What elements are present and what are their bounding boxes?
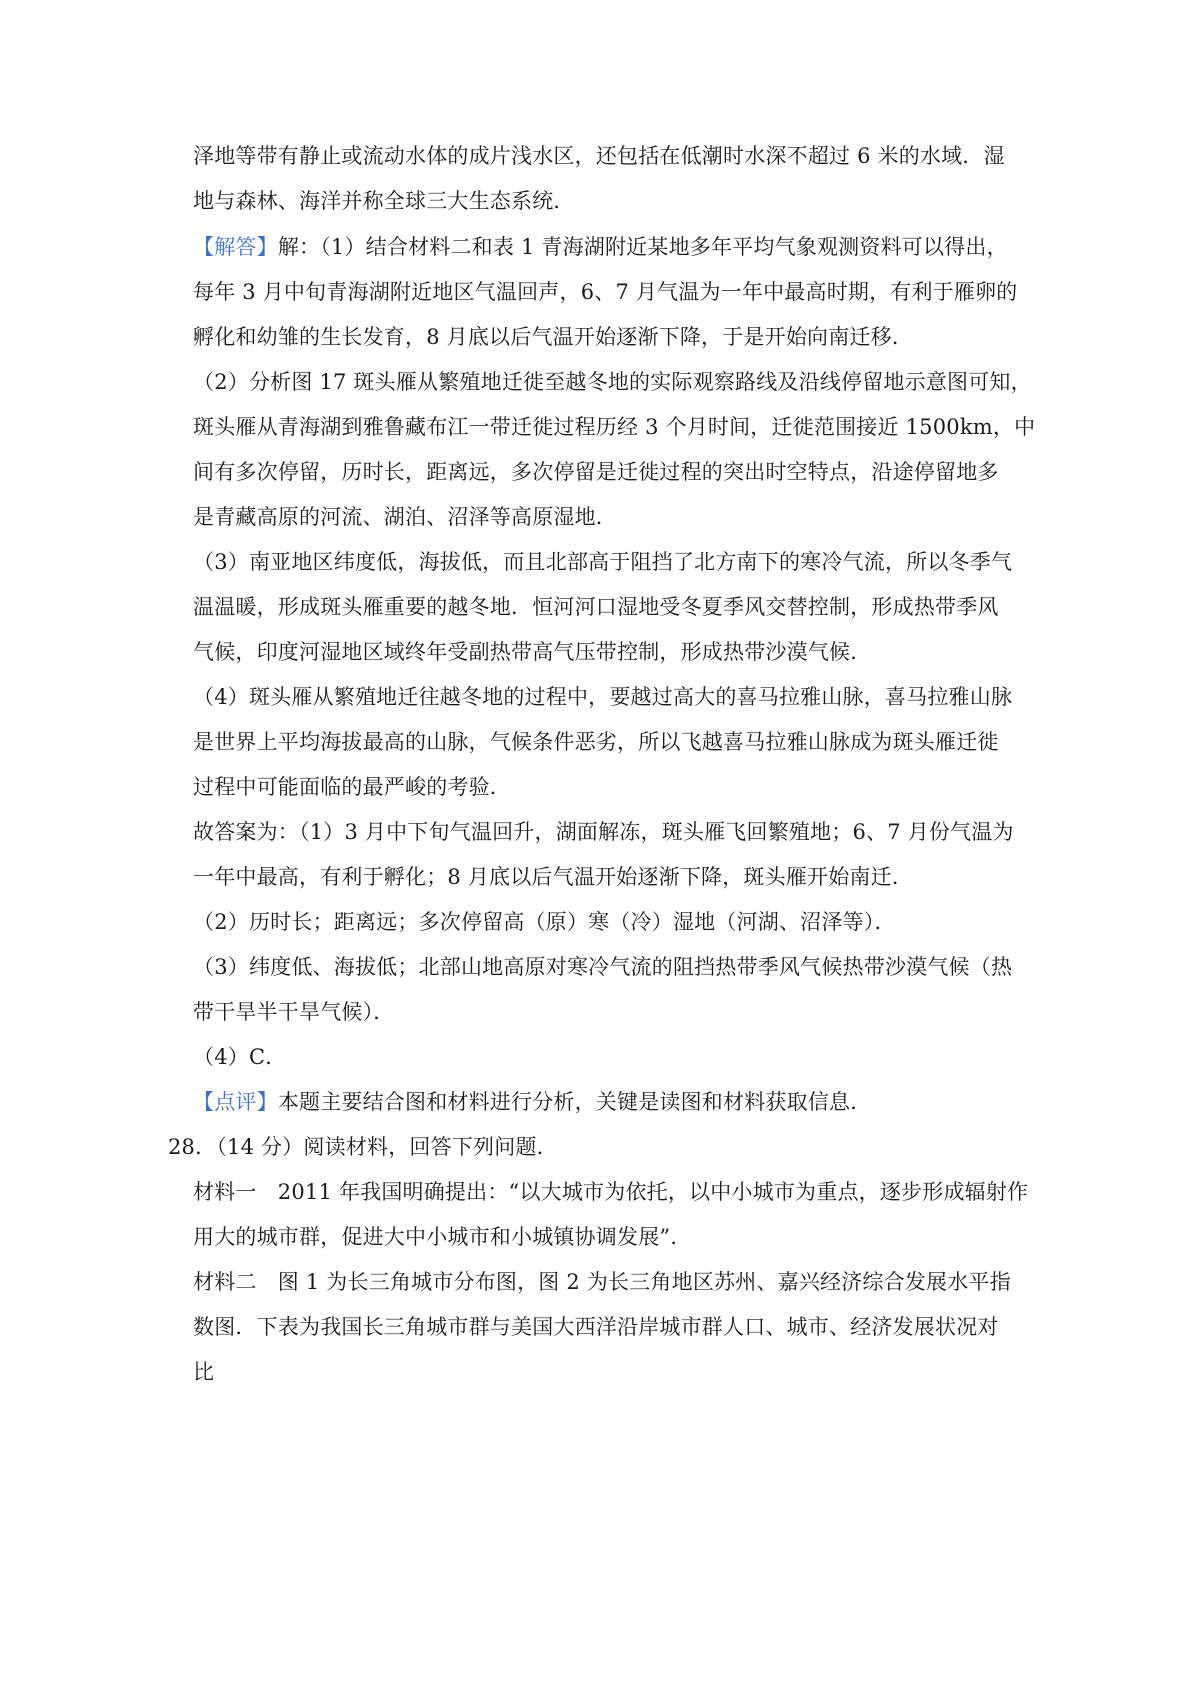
text-line: 每年 3 月中旬青海湖附近地区气温回声，6、7 月气温为一年中最高时期，有利于雁卵的: [193, 280, 1018, 304]
text-line: 气候，印度河湿地区域终年受副热带高气压带控制，形成热带沙漠气候．: [193, 640, 872, 664]
text-line: （3）纬度低、海拔低；北部山地高原对寒冷气流的阻挡热带季风气候热带沙漠气候（热: [193, 955, 1013, 979]
text-line: （3）南亚地区纬度低，海拔低，而且北部高于阻挡了北方南下的寒冷气流，所以冬季气: [193, 550, 1013, 574]
text-line: 过程中可能面临的最严峻的考验．: [193, 775, 511, 799]
text-line: 泽地等带有静止或流动水体的成片浅水区，还包括在低潮时水深不超过 6 米的水域．湿: [193, 144, 1005, 168]
text-line: （4）斑头雁从繁殖地迁往越冬地的过程中，要越过高大的喜马拉雅山脉，喜马拉雅山脉: [193, 685, 1013, 709]
text-line: 带干旱半干旱气候）．: [193, 1000, 395, 1024]
text-line: 是世界上平均海拔最高的山脉，气候条件恶劣，所以飞越喜马拉雅山脉成为斑头雁迁徙: [193, 730, 999, 754]
question-heading: 28．（14 分）阅读材料，回答下列问题．: [168, 1135, 558, 1159]
text-line: 斑头雁从青海湖到雅鲁藏布江一带迁徙过程历经 3 个月时间，迁徙范围接近 1500km，中: [193, 415, 1036, 439]
text-line: 温温暖，形成斑头雁重要的越冬地．恒河河口湿地受冬夏季风交替控制，形成热带季风: [193, 595, 999, 619]
text-line: 数图．下表为我国长三角城市群与美国大西洋沿岸城市群人口、城市、经济发展状况对: [193, 1315, 999, 1339]
text-line: 地与森林、海洋并称全球三大生态系统．: [193, 189, 575, 213]
text-line: 一年中最高，有利于孵化；8 月底以后气温开始逐渐下降，斑头雁开始南迁．: [193, 865, 914, 889]
text-line: （2）分析图 17 斑头雁从繁殖地迁徙至越冬地的实际观察路线及沿线停留地示意图可知，: [193, 370, 1032, 394]
text-span: 解：（1）结合材料二和表 1 青海湖附近某地多年平均气象观测资料可以得出，: [277, 235, 1008, 259]
text-line: （4）C．: [193, 1045, 287, 1069]
answer-tag: 【解答】: [193, 235, 278, 259]
text-line: 用大的城市群，促进大中小城市和小城镇协调发展”．: [193, 1225, 692, 1249]
comment-tag: 【点评】: [193, 1090, 278, 1114]
text-line: 比: [193, 1360, 215, 1384]
answer-paragraph-line: [193, 232, 1008, 262]
text-line: 孵化和幼雏的生长发育，8 月底以后气温开始逐渐下降，于是开始向南迁移．: [193, 325, 914, 349]
text-line: （2）历时长；距离远；多次停留高（原）寒（冷）湿地（河湖、沼泽等）．: [193, 910, 896, 934]
text-line: 故答案为：（1）3 月中下旬气温回升，湖面解冻，斑头雁飞回繁殖地；6、7 月份气温为: [193, 820, 1014, 844]
text-line: 材料二 图 1 为长三角城市分布图，图 2 为长三角地区苏州、嘉兴经济综合发展水平指: [193, 1270, 1011, 1294]
comment-paragraph-line: [193, 1087, 871, 1117]
text-line: 材料一 2011 年我国明确提出：“以大城市为依托，以中小城市为重点，逐步形成辐射作: [193, 1180, 1029, 1204]
text-span: 本题主要结合图和材料进行分析，关键是读图和材料获取信息．: [277, 1090, 872, 1114]
text-line: 是青藏高原的河流、湖泊、沼泽等高原湿地．: [193, 505, 617, 529]
text-line: 间有多次停留，历时长，距离远，多次停留是迁徙过程的突出时空特点，沿途停留地多: [193, 460, 999, 484]
